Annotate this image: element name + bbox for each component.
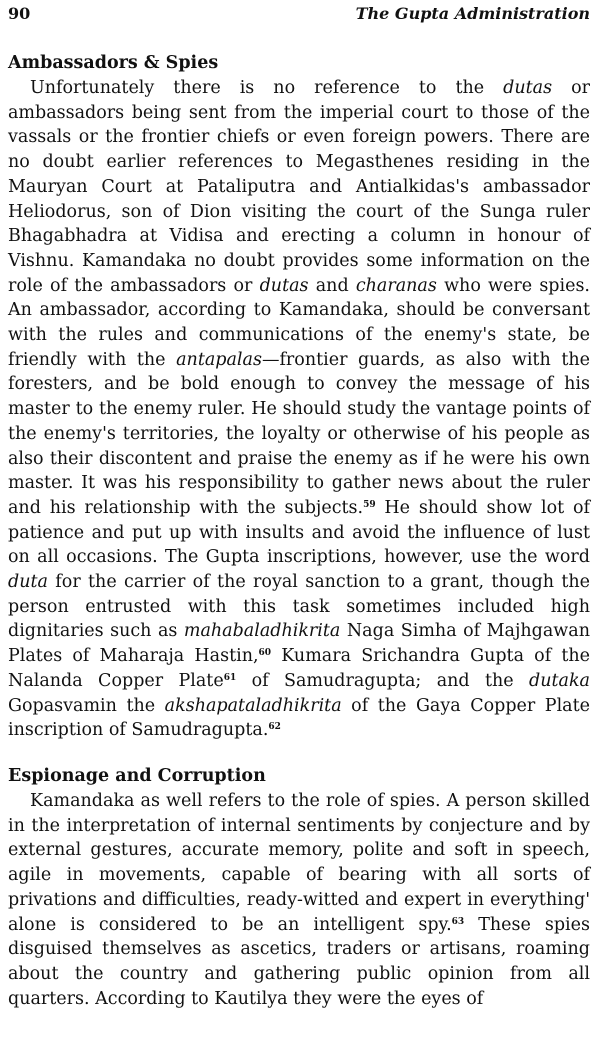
section-heading-espionage: Espionage and Corruption (8, 765, 266, 786)
footnote-ref-62: 62 (268, 722, 281, 733)
section-heading-ambassadors: Ambassadors & Spies (8, 53, 219, 73)
paragraph-espionage: Kamandaka as well refers to the role of spies. A person skilled in the interpretation of internal sentiments by conjecture and by external gestures, accurate memory, polite and soft in speech, agile in movements, capable of bearing with all sorts of privations and difficulties, ready-witted and expert in everything' alone is considered to be an intelligent spy.$^{63}$ These spies disguised themselves as ascetics, traders or artisans, roaming about the country and gathering public opinion from all quarters. According to Kautilya they were the eyes of (8, 790, 590, 1009)
footnote-ref-63: 63 (451, 916, 465, 927)
paragraph-ambassadors: Unfortunately there is no reference to the dutas or ambassadors being sent from the imperial court to those of the vassals or the frontier chiefs or even foreign powers. There are no doubt earlier references to Megasthenes residing in the Mauryan Court at Pataliputra and Antialkidas's ambassador Heliodorus, son of Dion visiting the court of the Sunga ruler Bhagabhadra at Vidisa and erecting a column in honour of Vishnu. Kamandaka no doubt provides some information on the role of the ambassadors or dutas and charanas who were spies. An ambassador, according to Kamandaka, should be conversant with the rules and communications of the enemy's state, be friendly with the antapalas—frontier guards, as also with the foresters, and be bold enough to convey the message of his master to the enemy ruler. He should study the vantage points of the enemy's territories, the loyalty or otherwise of his people as also their discontent and praise the enemy as if he were his own master. It was his responsibility to gather news about the ruler and his relationship with the subjects.$^{59}$ He should show lot of patience and put up with insults and avoid the influence of lust on all occasions. The Gupta inscriptions, however, use the word duta for the carrier of the royal sanction to a grant, though the person entrusted with this task sometimes included high dignitaries such as mahabaladhikrita Naga Simha of Majhgawan Plates of Maharaja Hastin,$^{60}$ Kumara Srichandra Gupta of the Nalanda Copper Plate$^{61}$ of Samudragupta; and the dutaka Gopasvamin the akshapataladhikrita of the Gaya Copper Plate inscription of Samudragupta.$^{62}$ (8, 78, 591, 741)
page-header (8, 4, 590, 28)
footnote-ref-61: 61 (223, 672, 237, 683)
footnote-ref-59: 59 (363, 499, 376, 510)
page-number: 90 (8, 4, 31, 23)
running-title: The Gupta Administration (355, 4, 590, 23)
footnote-ref-60: 60 (258, 648, 272, 659)
